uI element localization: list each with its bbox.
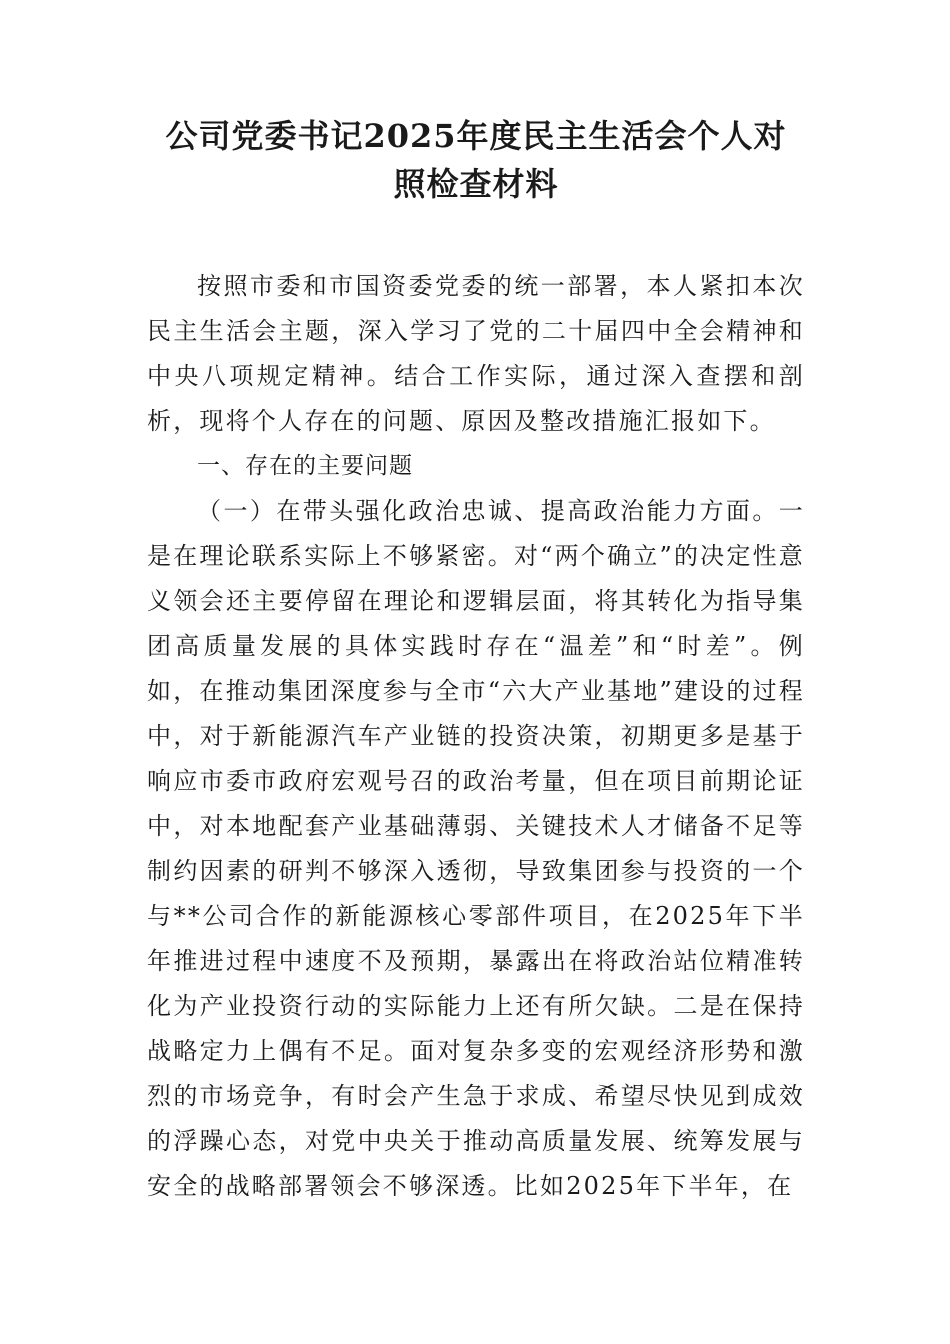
subsection-body: 一是在理论联系实际上不够紧密。对“两个确立”的决定性意义领会还主要停留在理论和逻辑层面，将其转化为指导集团高质量发展的具体实践时存在“温差”和“时差”。例如，在推动集团深度参与全市“六大产业基地”建设的过程中，对于新能源汽车产业链的投资决策，初期更多是基于响应市委市政府宏观号召的政治考量，但在项目前期论证中，对本地配套产业基础薄弱、关键技术人才储备不足等制约因素的研判不够深入透彻，导致集团参与投资的一个与**公司合作的新能源核心零部件项目，在2025年下半年推进过程中速度不及预期，暴露出在将政治站位精准转化为产业投资行动的实际能力上还有所欠缺。二是在保持战略定力上偶有不足。面对复杂多变的宏观经济形势和激烈的市场竞争，有时会产生急于求成、希望尽快见到成效的浮躁心态，对党中央关于推动高质量发展、统筹发展与安全的战略部署领会不够深透。比如2025年下半年，在 (147, 497, 805, 1200)
section-heading-problems: 一、存在的主要问题 (197, 453, 413, 479)
document-page (147, 112, 805, 1209)
document-title-line-1: 公司党委书记2025年度民主生活会个人对 (165, 117, 787, 155)
document-title (147, 112, 805, 208)
document-title-line-2: 照检查材料 (393, 165, 559, 203)
subsection-paragraph (147, 489, 805, 1209)
subsection-heading: （一）在带头强化政治忠诚、提高政治能力方面。 (197, 497, 779, 525)
document-body (147, 264, 805, 1209)
intro-paragraph: 按照市委和市国资委党委的统一部署，本人紧扣本次民主生活会主题，深入学习了党的二十届四中全会精神和中央八项规定精神。结合工作实际，通过深入查摆和剖析，现将个人存在的问题、原因及整改措施汇报如下。 (147, 272, 805, 435)
